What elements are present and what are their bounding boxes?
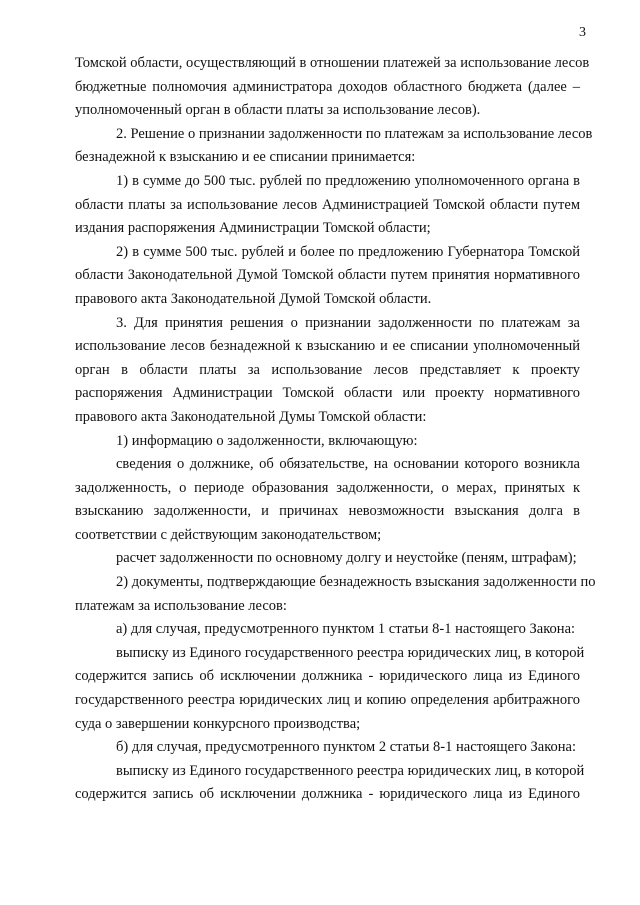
text-line: бюджетные полномочия администратора доходов областного бюджета (далее – bbox=[75, 78, 580, 95]
text-line: а) для случая, предусмотренного пунктом 1 статьи 8-1 настоящего Закона: bbox=[116, 621, 576, 638]
text-line: взысканию задолженности, и причинах невозможности взыскания долга в bbox=[75, 503, 580, 520]
page-number: 3 bbox=[579, 25, 586, 40]
text-line: сведения о должнике, об обязательстве, на основании которого возникла bbox=[116, 456, 580, 473]
text-line: правового акта Законодательной Думы Томской области: bbox=[75, 408, 427, 425]
text-line: орган в области платы за использование лесов представляет к проекту bbox=[75, 361, 580, 378]
text-line: 3. Для принятия решения о признании задолженности по платежам за bbox=[116, 314, 580, 331]
text-line: 2) документы, подтверждающие безнадежность взыскания задолженности по bbox=[116, 574, 596, 591]
text-line: выписку из Единого государственного реестра юридических лиц, в которой bbox=[116, 762, 585, 779]
text-line: издания распоряжения Администрации Томской области; bbox=[75, 220, 431, 237]
text-line: безнадежной к взысканию и ее списании принимается: bbox=[75, 149, 416, 166]
text-line: задолженность, о периоде образования задолженности, о мерах, принятых к bbox=[75, 479, 580, 496]
text-line: соответствии с действующим законодательством; bbox=[75, 526, 382, 543]
text-line: 2) в сумме 500 тыс. рублей и более по предложению Губернатора Томской bbox=[116, 243, 580, 260]
text-line: уполномоченный орган в области платы за использование лесов). bbox=[75, 102, 481, 119]
text-line: расчет задолженности по основному долгу и неустойке (пеням, штрафам); bbox=[116, 550, 577, 567]
text-line: распоряжения Администрации Томской области или проекту нормативного bbox=[75, 385, 580, 402]
text-line: 1) информацию о задолженности, включающую: bbox=[116, 432, 418, 449]
text-line: Томской области, осуществляющий в отношении платежей за использование лесов bbox=[75, 55, 590, 71]
text-line: платежам за использование лесов: bbox=[75, 597, 287, 614]
text-line: использование лесов безнадежной к взысканию и ее списании уполномоченный bbox=[75, 338, 580, 355]
text-line: б) для случая, предусмотренного пунктом 2 статьи 8-1 настоящего Закона: bbox=[116, 739, 576, 756]
text-line: выписку из Единого государственного реестра юридических лиц, в которой bbox=[116, 644, 585, 661]
text-line: правового акта Законодательной Думой Томской области. bbox=[75, 290, 432, 307]
text-line: 2. Решение о признании задолженности по платежам за использование лесов bbox=[116, 125, 593, 142]
text-line: области платы за использование лесов Администрацией Томской области путем bbox=[75, 196, 580, 213]
text-line: суда о завершении конкурсного производства; bbox=[75, 715, 361, 732]
document-body bbox=[75, 52, 596, 807]
text-line: области Законодательной Думой Томской области путем принятия нормативного bbox=[75, 267, 580, 284]
text-line: государственного реестра юридических лиц и копию определения арбитражного bbox=[75, 692, 580, 709]
text-line: содержится запись об исключении должника - юридического лица из Единого bbox=[75, 786, 580, 803]
text-line: 1) в сумме до 500 тыс. рублей по предложению уполномоченного органа в bbox=[116, 172, 580, 189]
text-line: содержится запись об исключении должника - юридического лица из Единого bbox=[75, 668, 580, 685]
